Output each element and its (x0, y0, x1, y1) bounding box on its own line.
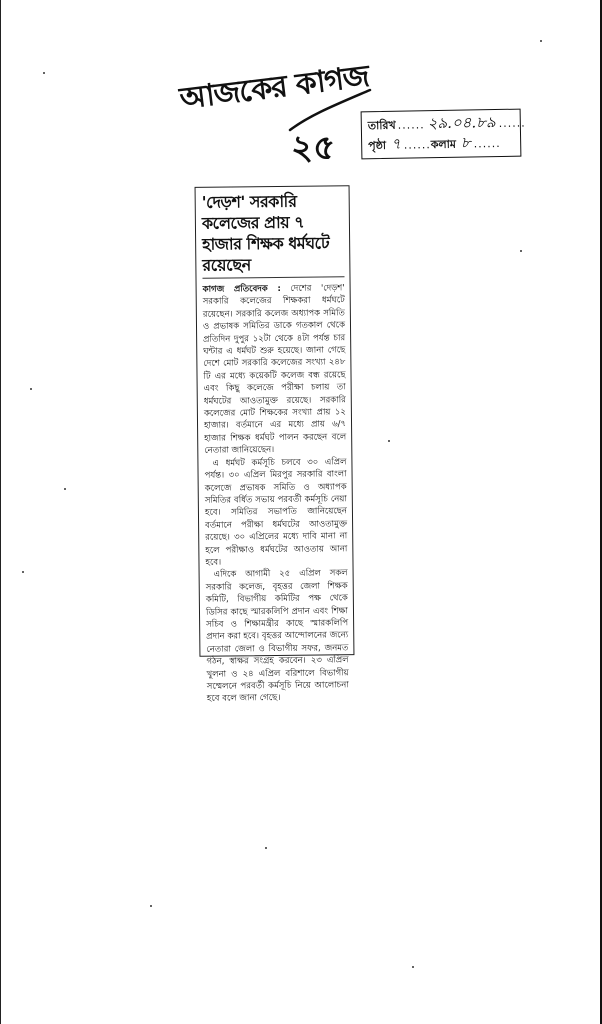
article-body (203, 282, 349, 705)
article-paragraph (203, 282, 347, 457)
handwritten-number: ২৫ (291, 128, 336, 168)
scan-left-edge (0, 0, 1, 1024)
article-headline: 'দেড়শ' সরকারি কলেজের প্রায় ৭ হাজার শিক্ষক ধর্মঘটে রয়েছেন (202, 190, 345, 278)
scan-speck (30, 388, 32, 390)
scan-speck (150, 905, 152, 907)
article-byline: কাগজ প্রতিবেদক : (202, 283, 281, 295)
scan-speck (412, 966, 414, 968)
stamp-dots: ...... (397, 118, 425, 132)
scan-speck (22, 571, 24, 573)
stamp-dots: ...... (403, 138, 431, 152)
article-paragraph-text: দেশের 'দেড়শ' সরকারি কলেজের শিক্ষকরা ধর্মঘটে রয়েছেন। সরকারি কলেজ অধ্যাপক সমিতি ও প্রভাষক সমিতির ডাকে গতকাল থেকে প্রতিদিন দুপুর ১২টা থেকে ৪টা পর্যন্ত চার ঘন্টার এ ধর্মঘট শুরু হয়েছে। জানা গেছে দেশে মোট সরকারি কলেজের সংখ্যা ২৪৮ টি এর মধ্যে কয়েকটি কলেজ বন্ধ রয়েছে এবং কিছু কলেজে পরীক্ষা চলায় তা ধর্মঘটের আওতামুক্ত রয়েছে। সরকারি কলেজের মোট শিক্ষকের সংখ্যা প্রায় ১২ হাজার। বর্তমানে এর মধ্যে প্রায় ৬/৭ হাজার শিক্ষক ধর্মঘট পালন করছেন বলে নেতারা জানিয়েছেন। (202, 283, 347, 457)
stamp-page-value: ৭ (390, 134, 401, 153)
stamp-dots: ...... (473, 136, 501, 151)
scan-speck (540, 40, 542, 42)
scan-speck (43, 72, 45, 74)
news-clipping (195, 185, 355, 705)
stamp-column-value: ৮ (460, 133, 471, 152)
clipping-stamp (361, 109, 526, 160)
article-paragraph: এ ধর্মঘট কর্মসূচি চলবে ৩০ এপ্রিল পর্যন্ত। ৩০ এপ্রিল মিরপুর সরকারি বাংলা কলেজে প্রভাষক সমিতি ও অধ্যাপক সমিতির বর্ধিত সভায় পরবর্তী কর্মসূচি নেয়া হবে। সমিতির সভাপতি জানিয়েছেন বর্তমানে পরীক্ষা ধর্মঘটের আওতামুক্ত রয়েছে। ৩০ এপ্রিলের মধ্যে দাবি মানা না হলে পরীক্ষাও ধর্মঘটের আওতায় আনা হবে। (204, 456, 348, 568)
stamp-date-label: তারিখ (367, 118, 396, 133)
stamp-page-label: পৃষ্ঠা (368, 138, 387, 153)
scan-speck (388, 440, 390, 442)
stamp-date-row (367, 113, 526, 136)
stamp-date-value: ২৯.০৪.৮৯ (427, 113, 496, 133)
stamp-page-row (368, 133, 514, 156)
newspaper-masthead: আজকের কাগজ (177, 58, 371, 117)
scan-speck (265, 847, 267, 849)
stamp-column-label: কলাম (430, 137, 457, 152)
scan-speck (520, 250, 522, 252)
stamp-dots: ...... (498, 116, 526, 130)
scan-speck (64, 488, 66, 490)
article-paragraph: এদিকে আগামী ২৫ এপ্রিল সকল সরকারি কলেজ, বৃহত্তর জেলা শিক্ষক কমিটি, বিভাগীয় কমিটির পক্ষ থেকে ডিসির কাছে স্মারকলিপি প্রদান এবং শিক্ষা সচিব ও শিক্ষামন্ত্রীর কাছে স্মারকলিপি প্রদান করা হবে। বৃহত্তর আন্দোলনের জন্যে নেতারা জেলা ও বিভাগীয় সফর, জনমত গঠন, স্বাক্ষর সংগ্রহ করবেন। ২৩ এপ্রিল খুলনা ও ২৪ এপ্রিল বরিশালে বিভাগীয় সম্মেলনে পরবর্তী কর্মসূচি নিয়ে আলোচনা হবে বলে জানা গেছে। (205, 568, 349, 705)
